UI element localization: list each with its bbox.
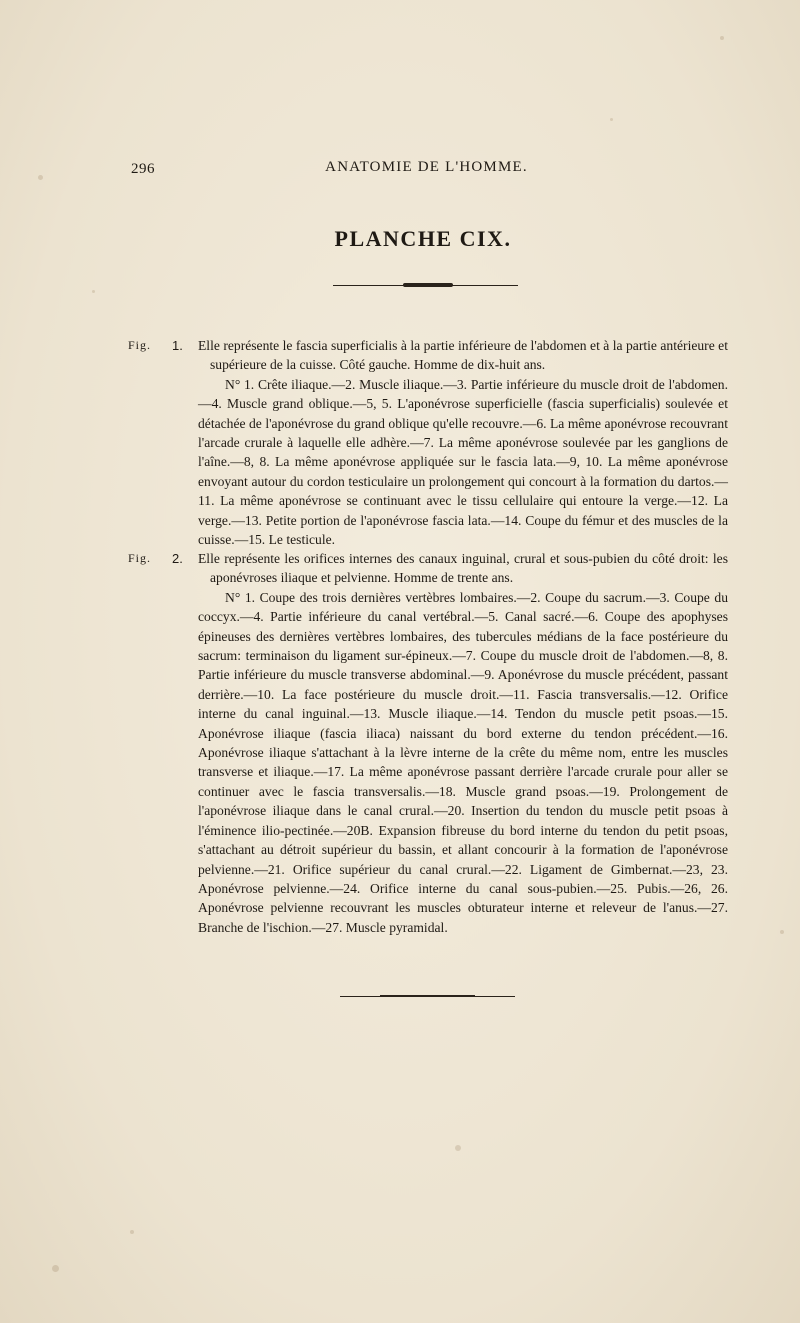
figure-2-caption — [128, 549, 728, 937]
figure-legend-items: N° 1. Crête iliaque.—2. Muscle iliaque.—3. Partie inférieure du muscle droit de l'abdomen.—4. Muscle grand oblique.—5, 5. L'aponévrose superficielle (fascia superficialis) soulevée et détachée de l'aponévrose du grand oblique qu'elle recouvre.—6. La même aponévrose recouvrant l'arcade crurale à laquelle elle adhère.—7. La même aponévrose soulevée par les ganglions de l'aîne.—8, 8. La même aponévrose appliquée sur le fascia lata.—9, 10. La même aponévrose envoyant autour du cordon testiculaire un prolongement qui concourt à la formation du dartos.—11. La même aponévrose se continuant avec le tissu cellulaire qui entoure la verge.—12. La verge.—13. Petite portion de l'aponévrose fascia lata.—14. Coupe du fémur et des muscles de la cuisse.—15. Le testicule. — [198, 376, 728, 548]
page-number: 296 — [131, 161, 155, 177]
running-head: ANATOMIE DE L'HOMME. — [325, 159, 528, 175]
plate-title: PLANCHE CIX. — [334, 226, 512, 251]
title-ornament-rule — [333, 280, 518, 292]
figure-number: 1. — [172, 338, 183, 353]
figure-number: 2. — [172, 551, 183, 566]
foxing-spot — [610, 118, 613, 121]
foxing-spot — [720, 36, 724, 40]
figure-1-caption — [128, 336, 728, 549]
figure-label: Fig. — [128, 338, 152, 352]
figure-legend-items: N° 1. Coupe des trois dernières vertèbres lombaires.—2. Coupe du sacrum.—3. Coupe du coccyx.—4. Partie inférieure du canal vertébral.—5. Canal sacré.—6. Coupe des apophyses épineuses des dernières vertèbres lombaires, des tubercules médians de la face postérieure du sacrum: terminaison du ligament sur-épineux.—7. Coupe du muscle droit de l'abdomen.—8, 8. Partie inférieure du muscle transverse abdominal.—9. Aponévrose du muscle précédent, passant derrière.—10. La face postérieure du muscle droit.—11. Fascia transversalis.—12. Orifice interne du canal inguinal.—13. Muscle iliaque.—14. Tendon du muscle petit psoas.—15. Aponévrose iliaque (fascia iliaca) naissant du bord externe du tendon précédent.—16. Aponévrose iliaque s'attachant à la lèvre interne de la crête du même nom, entre les muscles transverse et iliaque.—17. La même aponévrose passant derrière l'arcade crurale pour aller se continuer avec le fascia transversalis.—18. Muscle grand psoas.—19. Prolongement de l'aponévrose iliaque dans le canal crural.—20. Insertion du tendon du muscle petit psoas à l'éminence ilio-pectinée.—20B. Expansion fibreuse du bord interne du tendon du petit psoas, s'attachant au détroit supérieur du bassin, et allant concourir à la formation de l'aponévrose pelvienne.—21. Orifice supérieur du canal crural.—22. Ligament de Gimbernat.—23, 23. Aponévrose pelvienne.—24. Orifice interne du canal sous-pubien.—25. Pubis.—26, 26. Aponévrose pelvienne recouvrant les muscles obturateur interne et releveur de l'anus.—27. Branche de l'ischion.—27. Muscle pyramidal. — [198, 589, 728, 935]
foxing-spot — [780, 930, 784, 934]
figure-label: Fig. — [128, 551, 152, 565]
foxing-spot — [455, 1145, 461, 1151]
figure-description: Elle représente le fascia superficialis à la partie inférieure de l'abdomen et à la partie antérieure et supérieure de la cuisse. Côté gauche. Homme de dix-huit ans. — [198, 338, 728, 373]
foxing-spot — [92, 290, 95, 293]
figure-description: Elle représente les orifices internes des canaux inguinal, crural et sous-pubien du côté droit: les aponévroses iliaque et pelvienne. Homme de trente ans. — [198, 551, 728, 586]
foxing-spot — [130, 1230, 134, 1234]
closing-rule — [340, 995, 515, 998]
foxing-spot — [52, 1265, 59, 1272]
